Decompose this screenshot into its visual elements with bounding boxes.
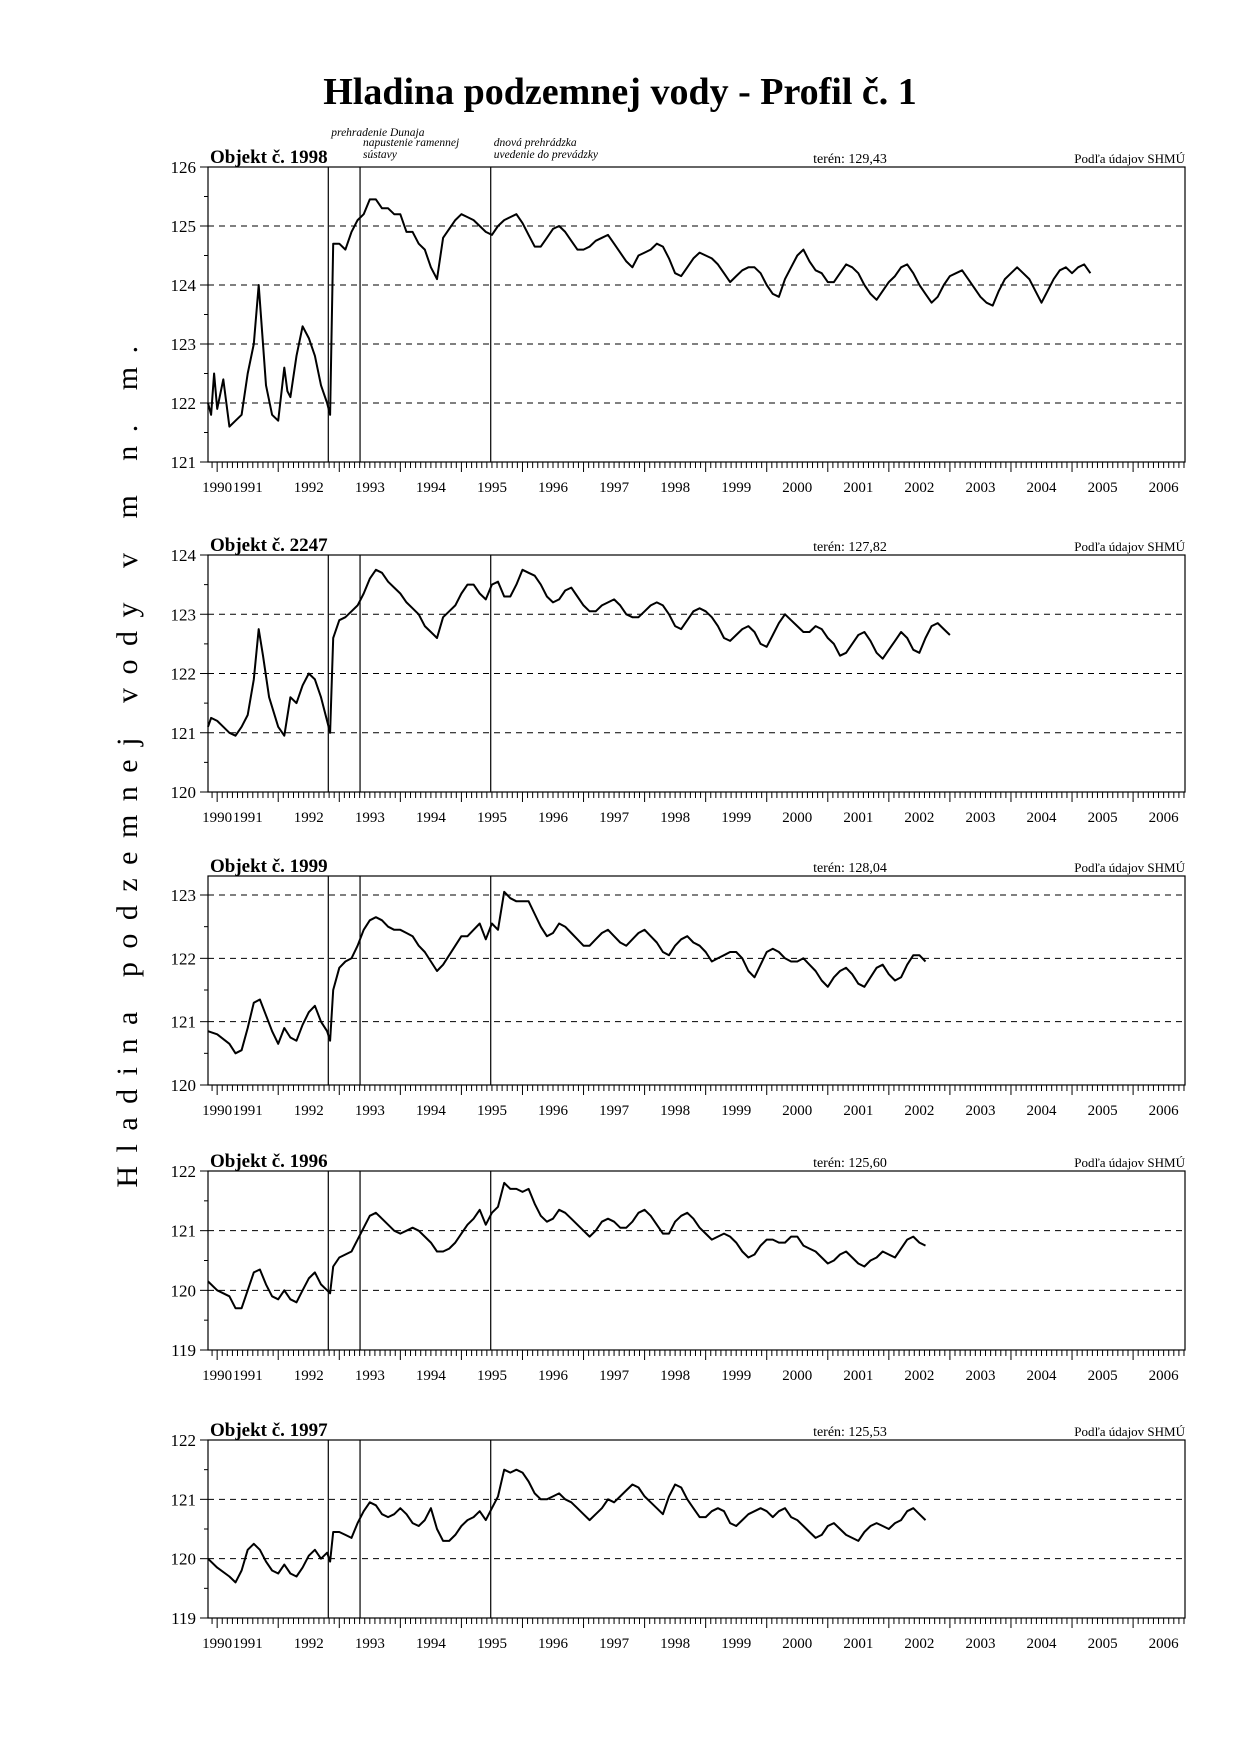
x-tick-label: 1994 [415, 1636, 446, 1652]
x-tick-label: 1995 [476, 1103, 507, 1119]
chart-panel-5 [171, 1420, 1186, 1652]
y-tick-label: 121 [170, 723, 196, 743]
x-tick-label: 2001 [843, 1636, 874, 1652]
x-tick-label: 2001 [843, 1368, 874, 1384]
series-line [208, 1470, 926, 1583]
x-tick-label: 2000 [782, 810, 813, 826]
x-tick-label: 1999 [721, 1103, 752, 1119]
x-tick-label: 1995 [476, 810, 507, 826]
x-tick-label: 2004 [1026, 810, 1057, 826]
y-tick-label: 121 [170, 453, 196, 472]
x-tick-label: 2005 [1087, 1368, 1118, 1384]
source-label: Podľa údajov SHMÚ [1074, 860, 1185, 875]
y-tick-label: 119 [171, 1341, 196, 1360]
series-line [208, 892, 926, 1054]
x-tick-label: 1991 [232, 1368, 263, 1384]
source-label: Podľa údajov SHMÚ [1074, 151, 1185, 166]
x-tick-label: 1993 [354, 1368, 385, 1384]
y-tick-label: 123 [170, 605, 196, 625]
terrain-label: terén: 128,04 [813, 861, 887, 876]
x-tick-label: 2000 [782, 1636, 813, 1652]
x-tick-label: 1995 [476, 1368, 507, 1384]
y-tick-label: 124 [170, 546, 196, 565]
x-tick-label: 1990 [202, 810, 233, 826]
x-tick-label: 1990 [202, 480, 233, 496]
x-tick-label: 2005 [1087, 810, 1118, 826]
x-tick-label: 1995 [476, 480, 507, 496]
x-tick-label: 2000 [782, 1368, 813, 1384]
x-tick-label: 2000 [782, 1103, 813, 1119]
x-tick-label: 1992 [293, 1636, 324, 1652]
x-tick-label: 1993 [354, 1636, 385, 1652]
x-tick-label: 1997 [599, 1636, 630, 1652]
x-tick-label: 1997 [599, 810, 630, 826]
y-axis-label: Hladina podzemnej vody v m n. m. [111, 332, 144, 1188]
event-annotation: sústavy [363, 149, 397, 161]
x-tick-label: 1990 [202, 1368, 233, 1384]
x-tick-label: 1998 [660, 480, 691, 496]
chart-title: Objekt č. 1998 [210, 147, 328, 168]
y-tick-label: 121 [170, 1012, 196, 1032]
x-tick-label: 1994 [415, 1368, 446, 1384]
x-tick-label: 1997 [599, 480, 630, 496]
x-tick-label: 1998 [660, 1636, 691, 1652]
x-tick-label: 1993 [354, 1103, 385, 1119]
source-label: Podľa údajov SHMÚ [1074, 539, 1185, 554]
x-tick-label: 1996 [538, 810, 569, 826]
x-tick-label: 2003 [965, 1636, 996, 1652]
y-tick-label: 120 [170, 783, 196, 802]
y-tick-label: 122 [170, 664, 196, 684]
chart-panel-4 [171, 1151, 1186, 1384]
event-annotation: dnová prehrádzka [493, 137, 577, 149]
x-tick-label: 2006 [1148, 480, 1179, 496]
series-line [208, 199, 1090, 426]
x-tick-label: 2002 [904, 810, 935, 826]
x-tick-label: 2000 [782, 480, 813, 496]
plot-frame [208, 167, 1185, 462]
y-tick-label: 126 [170, 158, 196, 177]
x-tick-label: 1996 [538, 480, 569, 496]
y-tick-label: 123 [170, 335, 196, 354]
x-tick-label: 2004 [1026, 1103, 1057, 1119]
x-tick-label: 1996 [538, 1103, 569, 1119]
y-tick-label: 119 [171, 1609, 196, 1628]
x-tick-label: 1999 [721, 480, 752, 496]
x-tick-label: 1990 [202, 1636, 233, 1652]
y-tick-label: 121 [170, 1221, 196, 1241]
x-tick-label: 1990 [202, 1103, 233, 1119]
x-tick-label: 1996 [538, 1636, 569, 1652]
source-label: Podľa údajov SHMÚ [1074, 1424, 1185, 1439]
x-tick-label: 1992 [293, 480, 324, 496]
x-tick-label: 2005 [1087, 1103, 1118, 1119]
x-tick-label: 1992 [293, 1368, 324, 1384]
x-tick-label: 2002 [904, 1368, 935, 1384]
x-tick-label: 1993 [354, 480, 385, 496]
event-annotation: uvedenie do prevádzky [493, 149, 599, 161]
x-tick-label: 1998 [660, 1368, 691, 1384]
chart-panel-3 [171, 856, 1186, 1119]
chart-title: Objekt č. 2247 [210, 535, 328, 556]
chart-title: Objekt č. 1997 [210, 1420, 328, 1441]
x-tick-label: 2003 [965, 480, 996, 496]
x-tick-label: 2004 [1026, 480, 1057, 496]
x-tick-label: 1997 [599, 1368, 630, 1384]
x-tick-label: 2001 [843, 480, 874, 496]
chart-title: Objekt č. 1999 [210, 856, 328, 877]
x-tick-label: 1995 [476, 1636, 507, 1652]
y-tick-label: 122 [170, 949, 196, 969]
x-tick-label: 2006 [1148, 1368, 1179, 1384]
terrain-label: terén: 125,53 [813, 1425, 887, 1440]
plot-frame [208, 1171, 1185, 1350]
x-tick-label: 1999 [721, 1636, 752, 1652]
x-tick-label: 1992 [293, 1103, 324, 1119]
x-tick-label: 2005 [1087, 1636, 1118, 1652]
y-tick-label: 120 [170, 1281, 196, 1301]
x-tick-label: 2006 [1148, 1636, 1179, 1652]
x-tick-label: 1994 [415, 1103, 446, 1119]
x-tick-label: 1993 [354, 810, 385, 826]
x-tick-label: 1991 [232, 480, 263, 496]
x-tick-label: 1998 [660, 810, 691, 826]
x-tick-label: 2003 [965, 1103, 996, 1119]
y-tick-label: 122 [170, 1162, 196, 1181]
x-tick-label: 1999 [721, 1368, 752, 1384]
event-annotation: napustenie ramennej [363, 137, 460, 149]
y-tick-label: 125 [170, 217, 196, 236]
x-tick-label: 1996 [538, 1368, 569, 1384]
series-line [208, 570, 950, 736]
terrain-label: terén: 127,82 [813, 540, 887, 555]
y-tick-label: 120 [170, 1549, 196, 1569]
chart-panel-1 [171, 147, 1186, 496]
y-tick-label: 122 [170, 394, 196, 413]
x-tick-label: 2006 [1148, 810, 1179, 826]
x-tick-label: 1991 [232, 1103, 263, 1119]
x-tick-label: 1991 [232, 810, 263, 826]
y-tick-label: 123 [170, 886, 196, 905]
terrain-label: terén: 125,60 [813, 1156, 887, 1171]
chart-title: Objekt č. 1996 [210, 1151, 328, 1172]
x-tick-label: 2006 [1148, 1103, 1179, 1119]
terrain-label: terén: 129,43 [813, 152, 887, 167]
y-tick-label: 120 [170, 1076, 196, 1095]
x-tick-label: 1998 [660, 1103, 691, 1119]
x-tick-label: 2001 [843, 1103, 874, 1119]
x-tick-label: 1992 [293, 810, 324, 826]
x-tick-label: 1991 [232, 1636, 263, 1652]
x-tick-label: 2004 [1026, 1368, 1057, 1384]
x-tick-label: 2004 [1026, 1636, 1057, 1652]
x-tick-label: 2003 [965, 810, 996, 826]
x-tick-label: 2001 [843, 810, 874, 826]
page-title: Hladina podzemnej vody - Profil č. 1 [323, 71, 917, 113]
x-tick-label: 1999 [721, 810, 752, 826]
x-tick-label: 1997 [599, 1103, 630, 1119]
x-tick-label: 1994 [415, 810, 446, 826]
y-tick-label: 121 [170, 1490, 196, 1510]
event-annotation: prehradenie Dunaja [331, 127, 425, 139]
x-tick-label: 2002 [904, 480, 935, 496]
chart-panel-2 [171, 535, 1186, 826]
x-tick-label: 1994 [415, 480, 446, 496]
x-tick-label: 2002 [904, 1636, 935, 1652]
plot-frame [208, 876, 1185, 1085]
series-line [208, 1183, 926, 1308]
y-tick-label: 122 [170, 1431, 196, 1450]
x-tick-label: 2003 [965, 1368, 996, 1384]
y-tick-label: 124 [170, 276, 196, 295]
x-tick-label: 2005 [1087, 480, 1118, 496]
x-tick-label: 2002 [904, 1103, 935, 1119]
source-label: Podľa údajov SHMÚ [1074, 1155, 1185, 1170]
